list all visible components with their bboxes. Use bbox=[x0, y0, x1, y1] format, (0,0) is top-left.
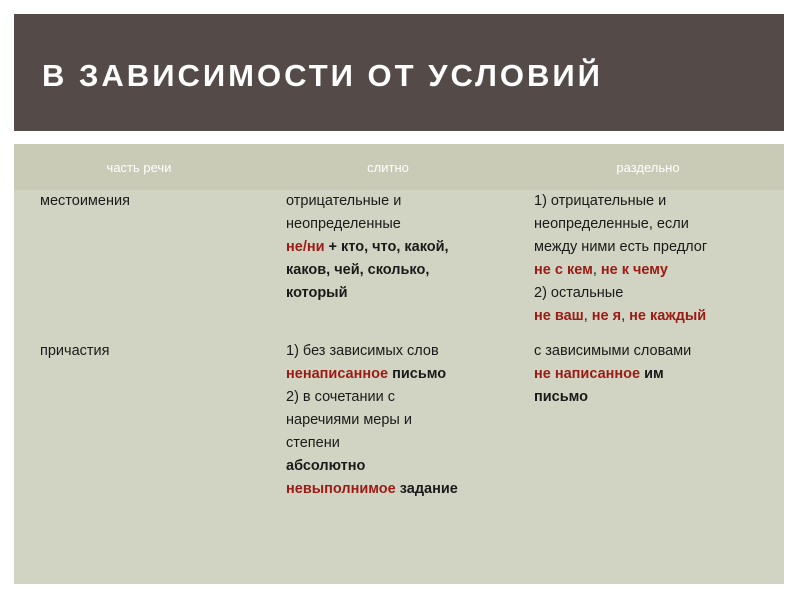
text-line: между ними есть предлог bbox=[534, 239, 708, 255]
example-red: ненаписанное bbox=[286, 366, 389, 382]
cell-part-pronouns bbox=[14, 190, 264, 340]
example-red: не/ни bbox=[286, 239, 325, 255]
table-row bbox=[14, 340, 784, 501]
part-label: местоимения bbox=[40, 193, 130, 209]
text-line bbox=[286, 363, 512, 386]
example-red: невыполнимое bbox=[286, 481, 396, 497]
table-header-row bbox=[14, 144, 784, 190]
header-part-of-speech: часть речи bbox=[14, 144, 264, 190]
text-line: 2) в сочетании с bbox=[286, 389, 395, 405]
text-line: письмо bbox=[534, 389, 589, 405]
example-red: не к чему bbox=[600, 262, 668, 278]
cell-together-participles bbox=[264, 340, 512, 501]
example-red: не каждый bbox=[629, 308, 707, 324]
rules-table bbox=[14, 144, 784, 501]
part-label: причастия bbox=[40, 343, 110, 359]
text-line: который bbox=[286, 285, 348, 301]
text-line bbox=[286, 478, 512, 501]
text-line: отрицательные и bbox=[286, 193, 402, 209]
text-line: неопределенные, если bbox=[534, 216, 689, 232]
separator: , bbox=[621, 308, 630, 324]
example-bold: задание bbox=[395, 481, 458, 497]
header-separate: раздельно bbox=[512, 144, 784, 190]
text-line: 2) остальные bbox=[534, 285, 624, 301]
cell-together-pronouns bbox=[264, 190, 512, 340]
example-red: не ваш bbox=[534, 308, 584, 324]
example-bold: им bbox=[640, 366, 664, 382]
text-line: абсолютно bbox=[286, 458, 366, 474]
text-line bbox=[534, 259, 784, 282]
title-bar bbox=[14, 14, 784, 131]
text-line: 1) без зависимых слов bbox=[286, 343, 439, 359]
separator: , bbox=[583, 308, 592, 324]
text-line: 1) отрицательные и bbox=[534, 193, 667, 209]
cell-part-participles bbox=[14, 340, 264, 501]
text-line: каков, чей, сколько, bbox=[286, 262, 430, 278]
slide-title: В ЗАВИСИМОСТИ ОТ УСЛОВИЙ bbox=[42, 58, 603, 93]
example-red: не я bbox=[591, 308, 622, 324]
text-line: неопределенные bbox=[286, 216, 401, 232]
text-line: степени bbox=[286, 435, 340, 451]
separator: , bbox=[592, 262, 601, 278]
example-bold: письмо bbox=[388, 366, 447, 382]
example-red: не с кем bbox=[534, 262, 593, 278]
cell-separate-pronouns bbox=[512, 190, 784, 340]
header-together: слитно bbox=[264, 144, 512, 190]
text-line bbox=[534, 363, 784, 386]
table-row bbox=[14, 190, 784, 340]
cell-separate-participles bbox=[512, 340, 784, 501]
example-red: не написанное bbox=[534, 366, 641, 382]
text-line: с зависимыми словами bbox=[534, 343, 692, 359]
text-line bbox=[286, 236, 512, 259]
text-line bbox=[534, 305, 784, 328]
example-bold: + кто, что, какой, bbox=[324, 239, 449, 255]
text-line: наречиями меры и bbox=[286, 412, 412, 428]
